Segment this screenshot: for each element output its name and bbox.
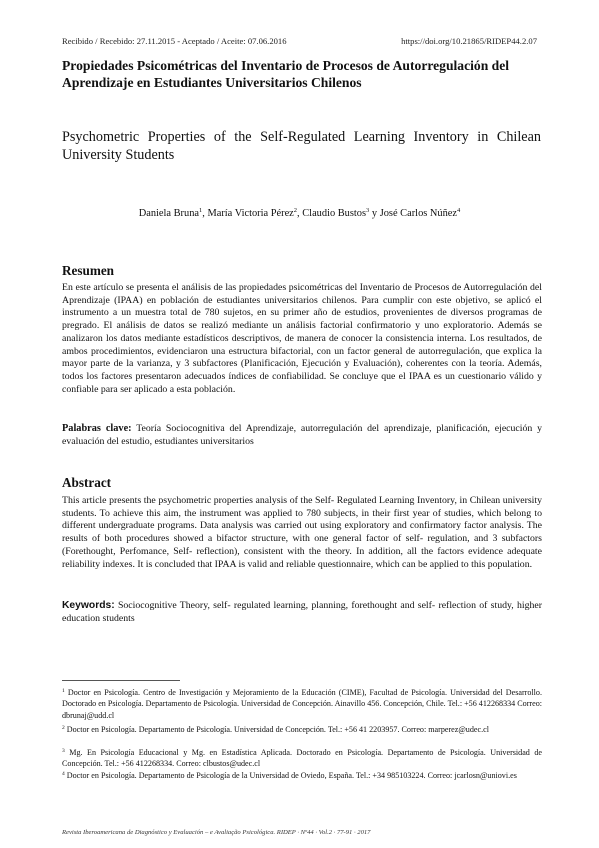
palabras-clave-label: Palabras clave: xyxy=(62,423,132,434)
footnote-number: 2 xyxy=(62,725,65,731)
footnote-3 xyxy=(62,746,542,770)
keywords-label: Keywords: xyxy=(62,600,115,611)
footnote-divider xyxy=(62,680,180,681)
abstract-text: This article presents the psychometric properties analysis of the Self- Regulated Learning Inventory, in Chilean university students. To achieve this aim, the instrument was applied to 780 subjects, in their first year of studies, which belong to different undergraduate programs. Data analysis was carried out using exploratory and confirmatory factor analysis. The results of both procedures showed a bifactor structure, with one general factor of self- regulation, and 3 subfactors (Forethought, Perfomance, Self- reflection), consistent with the theory. In addition, all the factors evidence adequate reliability indexes. It is concluded that IPAA is valid and reliable questionnaire, which can be applied to this population. xyxy=(62,495,542,570)
footnote-2 xyxy=(62,723,542,735)
abstract-heading: Abstract xyxy=(62,475,112,490)
doi-link[interactable]: https://doi.org/10.21865/RIDEP44.2.07 xyxy=(401,36,537,46)
author-separator: , xyxy=(297,208,303,219)
author-name: Daniela Bruna xyxy=(138,208,200,219)
footnote-number: 1 xyxy=(62,688,65,694)
footnote-text: Doctor en Psicología. Departamento de Psicología. Universidad de Concepción. Tel.: +56 41 2203957. Correo: marperez@udec.cl xyxy=(66,725,489,734)
author-affiliation-mark: 1 xyxy=(199,207,203,214)
footnote-1 xyxy=(62,686,542,721)
journal-footer: Revista Iberoamericana de Diagnóstico y Evaluación – e Avaliação Psicológica. RIDEP · Nº44 · Vol.2 · 77-91 · 2017 xyxy=(62,829,371,836)
author-name: José Carlos Núñez xyxy=(379,208,458,219)
footnote-text: Mg. En Psicología Educacional y Mg. en Estadística Aplicada. Doctorado en Psicología. Departamento de Psicología. Universidad de Concepción. Tel.: +56 412268334. Correo: clbustos@udec.cl xyxy=(62,748,542,769)
author-affiliation-mark: 3 xyxy=(366,207,370,214)
footnote-text: Doctor en Psicología. Departamento de Psicología de la Universidad de Oviedo, España. Tel.: +34 985103224. Correo: jcarlosn@uniovi.es xyxy=(66,771,517,780)
palabras-clave xyxy=(62,423,542,448)
author-list xyxy=(0,207,599,219)
author-separator: , xyxy=(202,208,208,219)
running-header xyxy=(62,36,537,50)
author-name: Claudio Bustos xyxy=(302,208,367,219)
resumen-text: En este artículo se presenta el análisis de las propiedades psicométricas del Inventario de Procesos de Autorregulación del Aprendizaje (IPAA) en población de estudiantes universitarios chilenos. Para cumplir con este objetivo, se aplicó el instrumento a un muestra total de 780 sujetos, en su primer año de estudios, provenientes de diversos programas de pregrado. El análisis de datos se realizó mediante un análisis factorial confirmatorio y uno exploratorio. Además se analizaron los datos mediante estadísticos descriptivos, de manera de conocer la consistencia interna. Los resultados, de ambos procedimientos, evidenciaron una estructura bifactorial, con un factor general de autorregulación, que explica la mayor parte de la varianza, y 3 subfactores (Planificación, Ejecución y Evaluación), coherentes con la teoría. Además, todos los factores presentaron adecuados índices de confiabilidad. Se concluye que el IPAA es un cuestionario válido y confiable para ser aplicado a esta población. xyxy=(62,282,542,395)
palabras-clave-text: Teoría Sociocognitiva del Aprendizaje, autorregulación del aprendizaje, planificación, ejecución y evaluación del estudio, estudiantes universitarios xyxy=(62,423,542,447)
footnote-text: Doctor en Psicología. Centro de Investigación y Mejoramiento de la Educación (CIME), Facultad de Psicología. Universidad del Desarrollo. Doctorado en Psicología. Departamento de Psicología. Universidad de Concepción. Ainavillo 456. Concepción, Chile. Tel.: +56 412268334 Correo: dbrunaj@udd.cl xyxy=(62,688,542,720)
author-affiliation-mark: 2 xyxy=(293,207,298,214)
title-spanish: Propiedades Psicométricas del Inventario de Procesos de Autorregulación del Aprendizaje en Estudiantes Universitarios Chilenos xyxy=(62,58,510,90)
author-name: María Victoria Pérez xyxy=(207,208,294,219)
title-english: Psychometric Properties of the Self-Regulated Learning Inventory in Chilean University Students xyxy=(62,129,541,163)
resumen-heading: Resumen xyxy=(62,263,115,278)
footnote-number: 3 xyxy=(62,748,65,754)
footnote-4 xyxy=(62,769,542,781)
author-separator: y xyxy=(369,208,380,219)
keywords-text: Sociocognitive Theory, self- regulated learning, planning, forethought and self- reflection of study, higher education students xyxy=(62,600,543,624)
footnote-number: 4 xyxy=(62,771,65,777)
author-affiliation-mark: 4 xyxy=(457,207,461,214)
keywords xyxy=(62,600,542,625)
submission-dates: Recibido / Recebido: 27.11.2015 - Aceptado / Aceite: 07.06.2016 xyxy=(62,36,287,46)
